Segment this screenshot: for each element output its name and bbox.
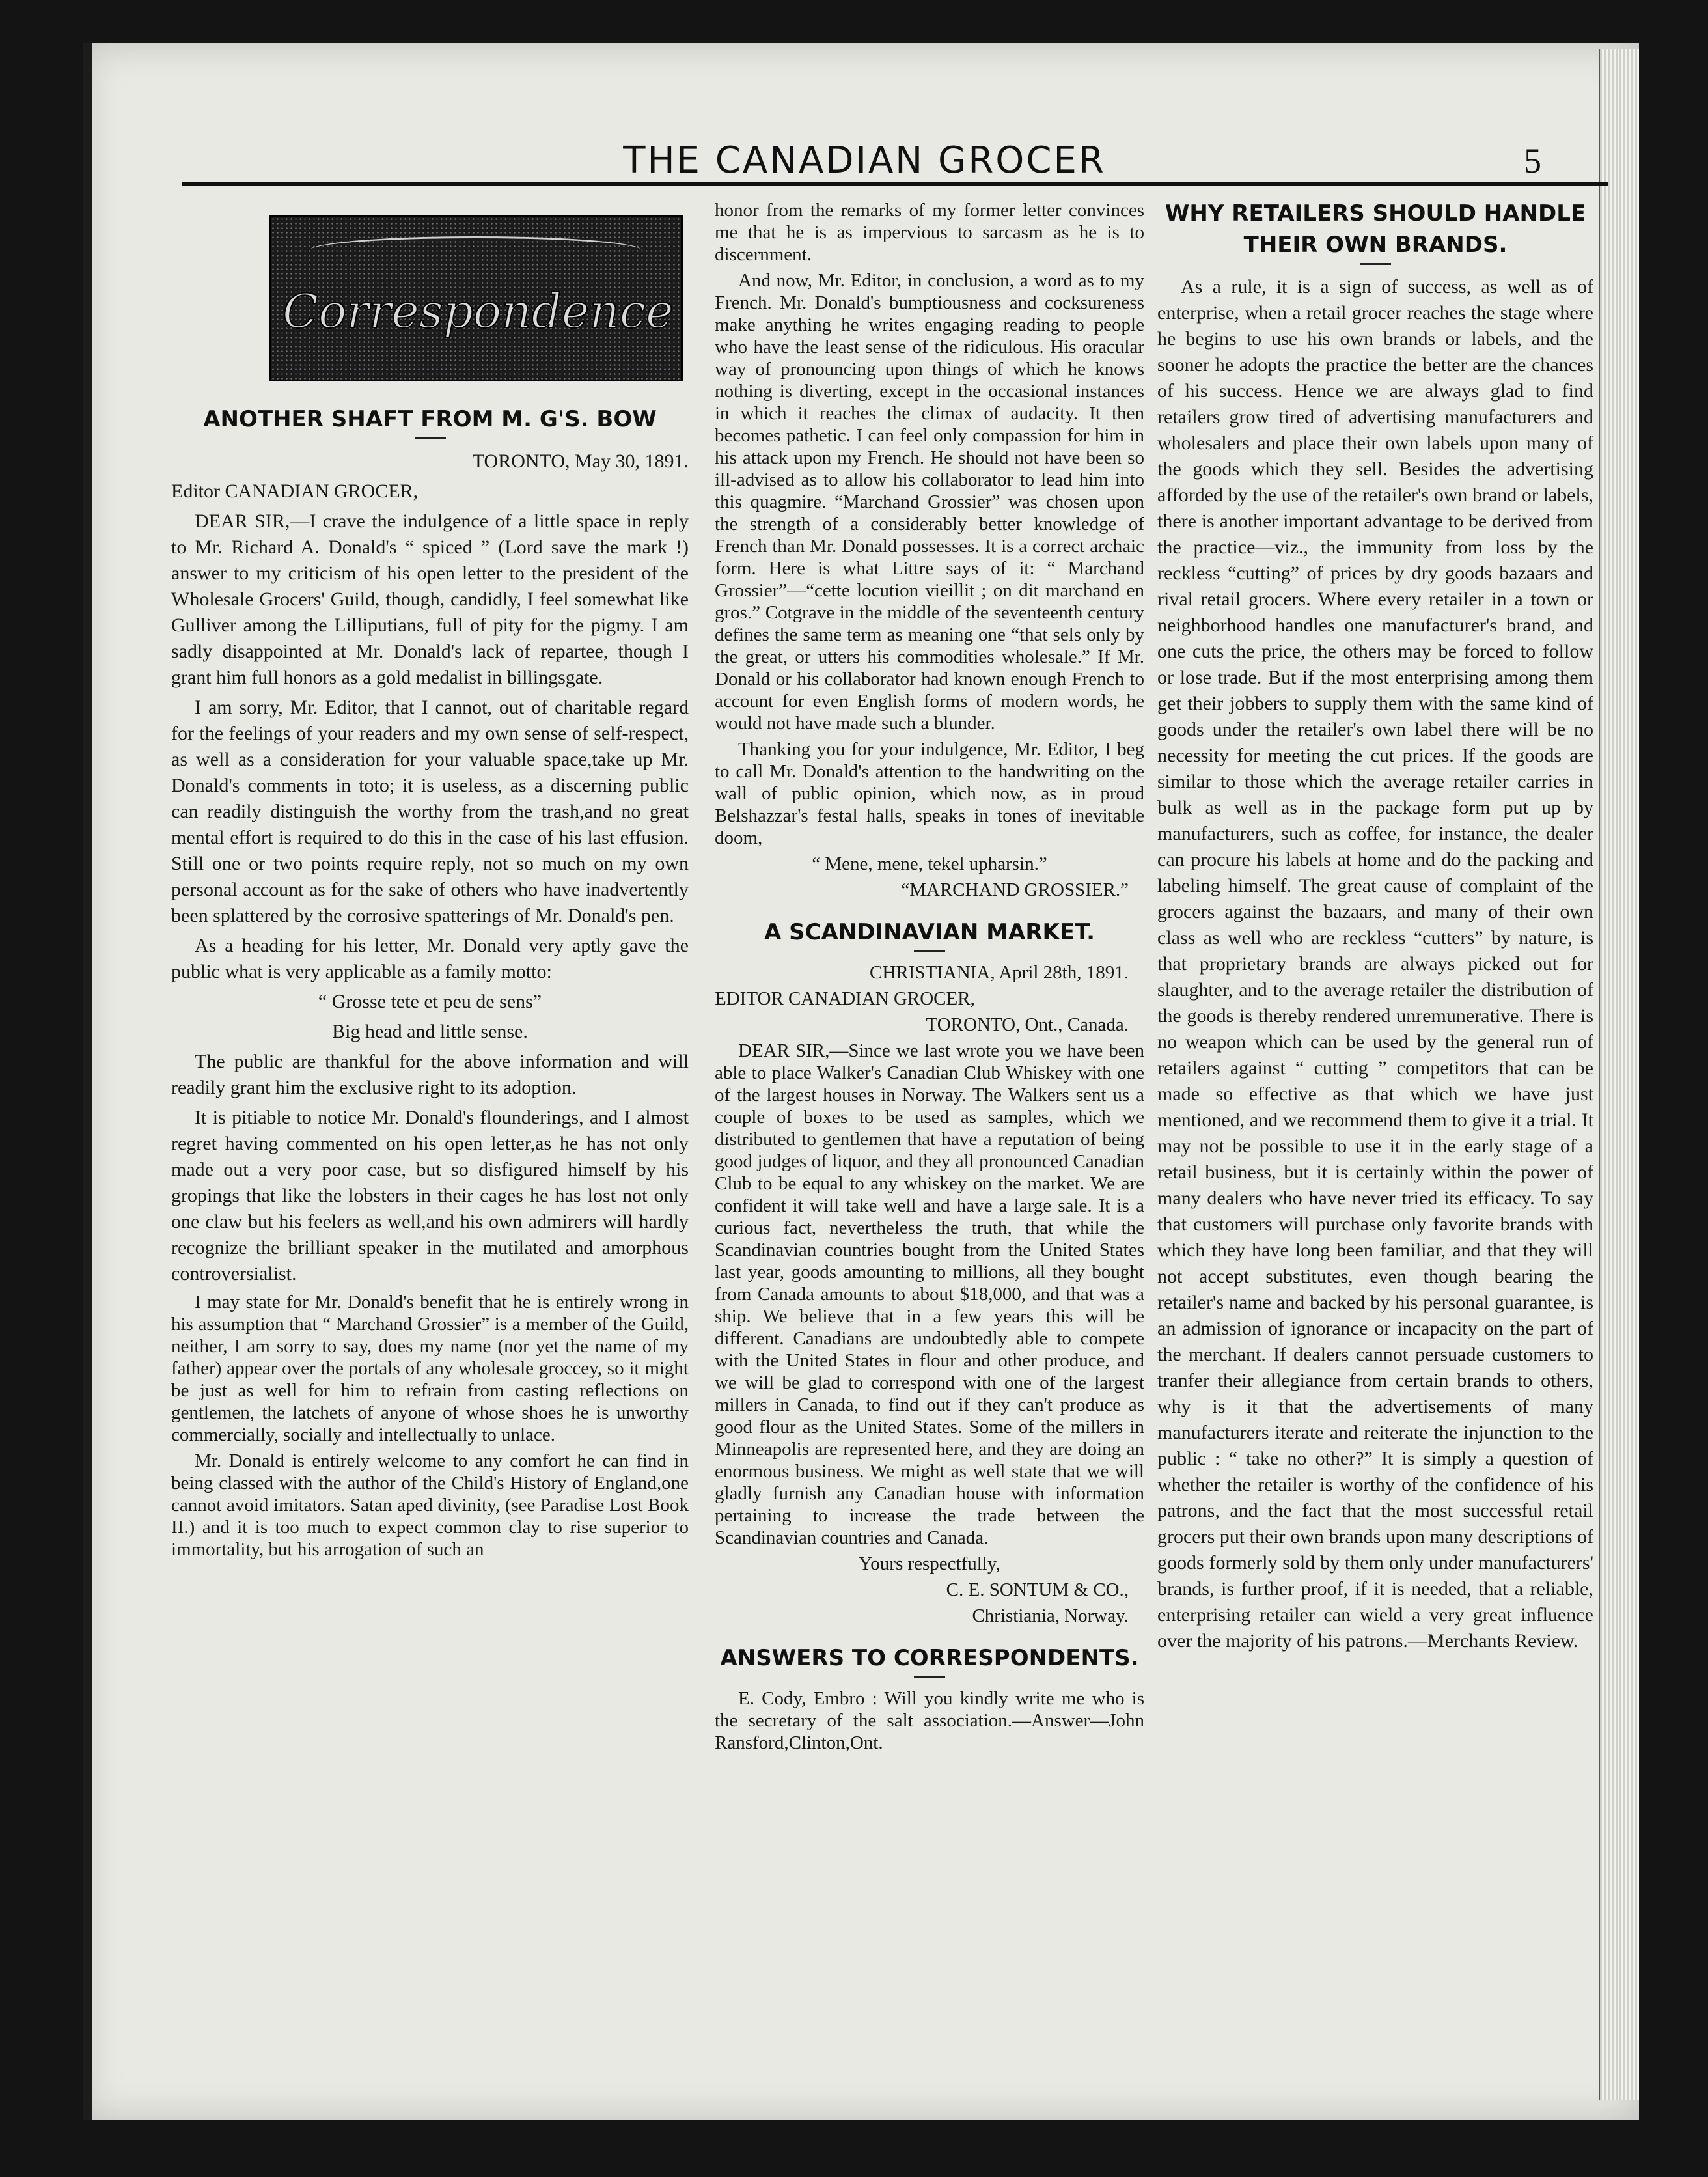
article1-paragraph: Mr. Donald is entirely welcome to any comfort he can find in being classed with the author of the Child's History of England,one cannot avoid imitators. Satan aped divinity, (see Paradise Lost Book II.) and it is too much to expect common clay to rise superior to immortality, but his arrogation of such an bbox=[171, 1450, 689, 1560]
newspaper-page bbox=[83, 43, 1639, 2120]
article2-closing: Yours respectfully, bbox=[859, 1553, 1000, 1574]
article3-headline: ANSWERS TO CORRESPONDENTS. bbox=[720, 1645, 1139, 1671]
article1-cont-paragraph: And now, Mr. Editor, in conclusion, a word as to my French. Mr. Donald's bumptiousness and cocksureness make anything he writes engaging reading to people who have the least sense of the ridiculous. His oracular way of pronouncing upon things of which he knows nothing is diverting, except in the occasional instances in which it reaches the climax of audacity. It then becomes pathetic. I can feel only compassion for him in his attack upon my French. He should not have been so ill-advised as to allow his collaborator to lead him into this quagmire. “Marchand Grossier” was chosen upon the strength of a considerably better knowledge of French than Mr. Donald possesses. It is a correct archaic form. Here is what Littre says of it: “ Marchand Grossier”—“cette locution vieillit ; on dit marchand en gros.” Cotgrave in the middle of the seventeenth century defines the same term as meaning one “that sels only by the great, or utters his commodities wholesale.” If Mr. Donald or his collaborator had known enough French to account for even English forms of modern words, he would not have made such a blunder. bbox=[715, 270, 1144, 734]
article4-headline-line1: WHY RETAILERS SHOULD HANDLE bbox=[1164, 201, 1586, 227]
article1-dash bbox=[415, 437, 446, 439]
article2-dash bbox=[914, 950, 945, 952]
article3-dash bbox=[914, 1676, 945, 1678]
column-3 bbox=[1157, 199, 1593, 1654]
article3-body: E. Cody, Embro : Will you kindly write me who is the secretary of the salt association.—Answer—John Ransford,Clinton,Ont. bbox=[715, 1688, 1144, 1753]
banner-ornament-icon bbox=[310, 236, 642, 264]
article2-signature-place: Christiania, Norway. bbox=[972, 1605, 1129, 1626]
article1-motto-line1: “ Grosse tete et peu de sens” bbox=[318, 991, 542, 1012]
masthead-title: THE CANADIAN GROCER bbox=[623, 139, 1106, 182]
page-stack-edges bbox=[1599, 49, 1639, 2100]
page-number: 5 bbox=[1524, 141, 1541, 180]
article1-paragraph: I may state for Mr. Donald's benefit that he is entirely wrong in his assumption that “ Marchand Grossier” is a member of the Guild, neither, I am sorry to say, does my name (nor yet the name of my father) appear over the portals of any wholesale groccey, so it might be just as well for him to refrain from casting reflections on gentlemen, the latchets of anyone of whose shoes he is unworthy commercially, socially and intellectually to unlace. bbox=[171, 1292, 689, 1445]
article1-paragraph: DEAR SIR,—I crave the indulgence of a little space in reply to Mr. Richard A. Donald's “ spiced ” (Lord save the mark !) answer to my criticism of his open letter to the president of the Wholesale Grocers' Guild, though, candidly, I feel somewhat like Gulliver among the Lilliputians, full of pity for the pigmy. I am sadly disappointed at Mr. Donald's lack of repartee, though I grant him full honors as a gold medalist in billingsgate. bbox=[171, 510, 689, 688]
page-binding-edge bbox=[83, 43, 92, 2120]
article2-dateline: CHRISTIANIA, April 28th, 1891. bbox=[870, 962, 1129, 983]
article1-paragraph: As a heading for his letter, Mr. Donald very aptly gave the public what is very applicable as a family motto: bbox=[171, 935, 689, 982]
article1-paragraph: It is pitiable to notice Mr. Donald's flounderings, and I almost regret having commented on his open letter,as he has not only made out a very poor case, but so disfigured himself by his gropings that like the lobsters in their cages he has lost not only one claw but his feelers as well,and his own admirers will hardly recognize the brilliant speaker in the mutilated and amorphous controversialist. bbox=[171, 1107, 689, 1284]
article2-signature: C. E. SONTUM & CO., bbox=[946, 1579, 1129, 1600]
article1-salutation: Editor CANADIAN GROCER, bbox=[171, 480, 419, 502]
article4-body: As a rule, it is a sign of success, as well as of enterprise, when a retail grocer reaches the stage where he begins to use his own brands or labels, and the sooner he adopts the practice the better are the chances of his success. Hence we are always glad to find retailers grow tired of advertising manufacturers and wholesalers and place their own labels upon many of the goods which they sell. Besides the advertising afforded by the use of the retailer's own brand or labels, there is another important advantage to be derived from the practice—viz., the immunity from loss by the reckless “cutting” of prices by dry goods bazaars and rival retail grocers. Where every retailer in a town or neighborhood handles one manufacturer's brand, and one cuts the price, the others may be forced to follow or lose trade. But if the most enterprising among them get their jobbers to supply them with the same kind of goods under the retailer's own label there will be no necessity for meeting the cut prices. If the goods are similar to those which the average retailer carries in bulk as well as in the package form put up by manufacturers, such as coffee, for instance, the dealer can procure his labels at home and do the packing and labeling himself. The great cause of complaint of the grocers against the bazaars, and many of their own class as well who are reckless “cutters” by nature, is that proprietary brands are always picked out for slaughter, and to the average retailer the distribution of the goods is thereby rendered unremunerative. There is no weapon which can be used by the general run of retailers against “ cutting ” competitors that can be made so effective as that which we have just mentioned, and we recommend them to give it a trial. It may not be possible to use it in the early stage of a retail business, but it is certainly within the power of many dealers who have never tried its efficacy. To say that customers will purchase only favorite brands with which they have long been familiar, and that they will not accept substitutes, even though bearing the retailer's name and backed by his personal guarantee, is an admission of ignorance or incapacity on the part of the merchant. If dealers cannot persuade customers to tranfer their allegiance from certain brands to others, why is it that the advertisements of many manufacturers iterate and reiterate the injunction to the public : “ take no other?” It is simply a question of whether the retailer is worthy of the confidence of his patrons, and the fact that the most successful retail grocers put their own brands upon many descriptions of goods formerly sold by them only under manufacturers' brands, is further proof, if it is needed, that a reliable, enterprising retailer can wield a very great influence over the majority of his patrons.—Merchants Review. bbox=[1157, 276, 1593, 1652]
column-1 bbox=[171, 199, 689, 1564]
article1-motto-line2: Big head and little sense. bbox=[332, 1021, 528, 1042]
article2-salutation-address: TORONTO, Ont., Canada. bbox=[926, 1014, 1129, 1035]
article2-headline: A SCANDINAVIAN MARKET. bbox=[764, 919, 1095, 945]
article1-cont-paragraph: honor from the remarks of my former letter convinces me that he is as impervious to sarcasm as he is to discernment. bbox=[715, 200, 1144, 265]
article1-paragraph: The public are thankful for the above information and will readily grant him the exclusive right to its adoption. bbox=[171, 1051, 689, 1098]
article1-headline: ANOTHER SHAFT FROM M. G'S. BOW bbox=[203, 406, 657, 432]
correspondence-banner bbox=[269, 215, 683, 381]
article1-signature: “MARCHAND GROSSIER.” bbox=[901, 880, 1129, 900]
article2-salutation: EDITOR CANADIAN GROCER, bbox=[715, 988, 975, 1009]
article1-cont-paragraph: Thanking you for your indulgence, Mr. Editor, I beg to call Mr. Donald's attention to the handwriting on the wall of public opinion, which now, as in proud Belshazzar's festal halls, speaks in tones of inevitable doom, bbox=[715, 739, 1144, 848]
banner-label: Correspondence bbox=[282, 284, 674, 339]
column-2 bbox=[715, 199, 1144, 1758]
masthead-rule bbox=[182, 182, 1608, 186]
article1-quote: “ Mene, mene, tekel upharsin.” bbox=[812, 853, 1047, 874]
article1-dateline: TORONTO, May 30, 1891. bbox=[472, 451, 689, 472]
article4-dash bbox=[1360, 263, 1391, 265]
article1-paragraph: I am sorry, Mr. Editor, that I cannot, out of charitable regard for the feelings of your readers and my own sense of self-respect, as well as a consideration for your valuable space,take up Mr. Donald's comments in toto; it is useless, as a discerning public can readily distinguish the worthy from the trash,and no great mental effort is required to do this in the case of his last effusion. Still one or two points require reply, not so much on my own personal account as for the sake of others who have inadvertently been splattered by the corrosive spatterings of Mr. Donald's pen. bbox=[171, 697, 689, 926]
article2-body: DEAR SIR,—Since we last wrote you we have been able to place Walker's Canadian Club Whiskey with one of the largest houses in Norway. The Walkers sent us a couple of boxes to be used as samples, which we distributed to gentlemen that have a reputation of being good judges of liquor, and they all pronounced Canadian Club to be equal to any whiskey on the market. We are confident it will take well and have a large sale. It is a curious fact, nevertheless the truth, that while the Scandinavian countries bought from the United States last year, goods amounting to millions, all they bought from Canada amounts to about $18,000, and that was a ship. We believe that in a few years this will be different. Canadians are undoubtedly able to compete with the United States in flour and other produce, and we will be glad to correspond with one of the largest millers in Canada, to find out if they can't produce as good flour as the United States. Some of the millers in Minneapolis are represented here, and they are doing an enormous business. We might as well state that we will gladly furnish any Canadian house with information pertaining to increase the trade between the Scandinavian countries and Canada. bbox=[715, 1040, 1144, 1548]
article4-headline-line2: THEIR OWN BRANDS. bbox=[1243, 232, 1508, 258]
